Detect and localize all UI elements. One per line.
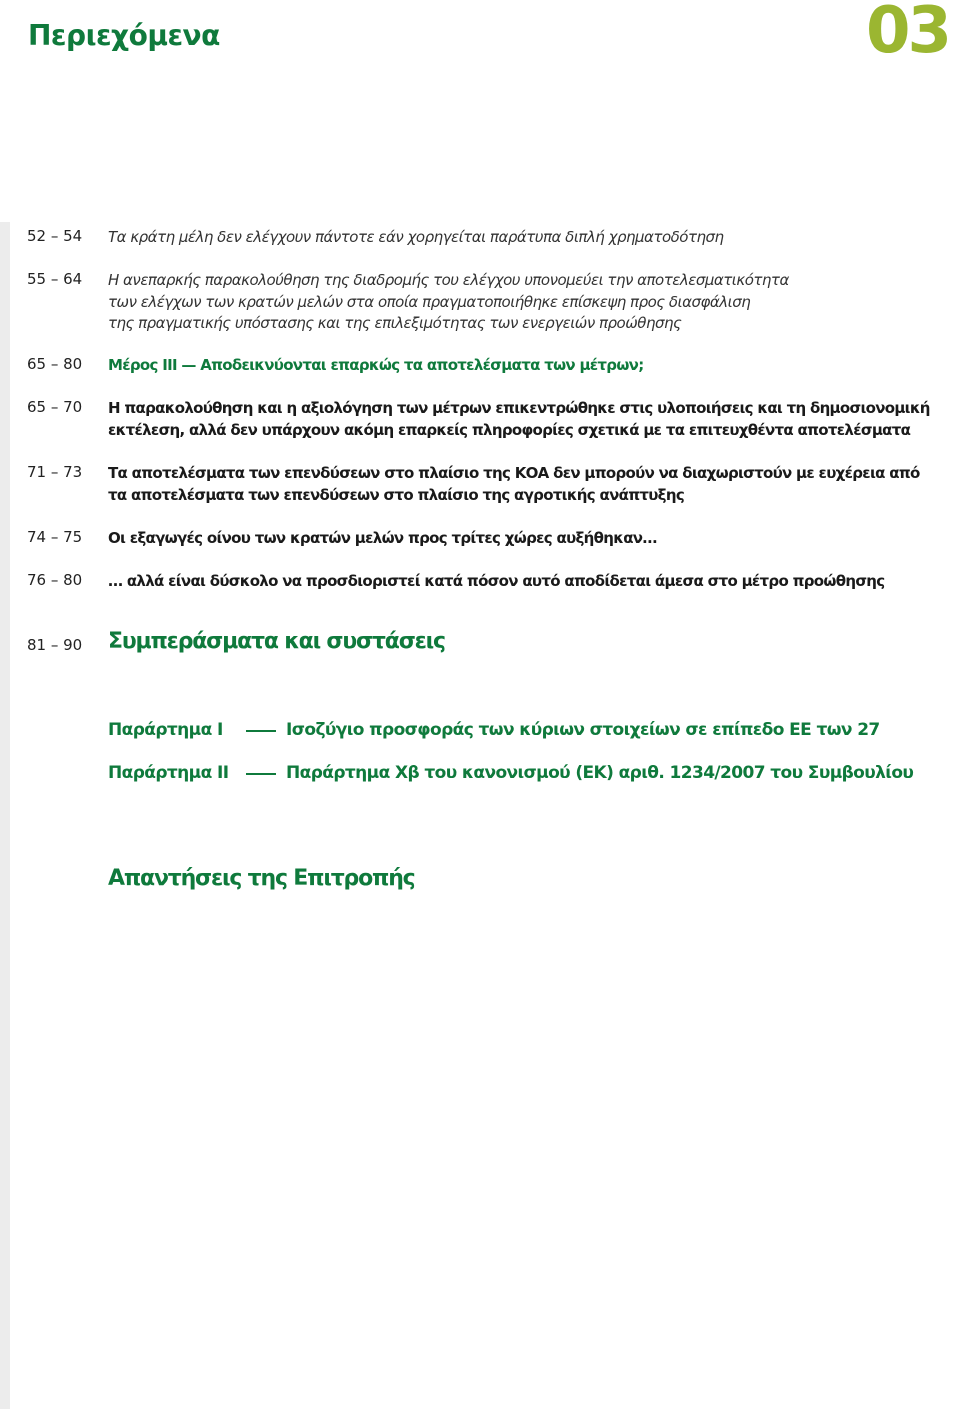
entry-line: Τα κράτη μέλη δεν ελέγχουν πάντοτε εάν χορηγείται παράτυπα διπλή χρηματοδότηση: [108, 228, 724, 246]
page-range: 76 – 80: [27, 571, 83, 589]
entry-line: Τα αποτελέσματα των επενδύσεων στο πλαίσιο της ΚΟΑ δεν μπορούν να διαχωριστούν με ευχέρεια από: [108, 464, 920, 482]
annex-label: Παράρτημα II: [108, 763, 229, 783]
page-range: 74 – 75: [27, 528, 83, 546]
page-range: 65 – 70: [27, 398, 83, 416]
entry-line: Συμπεράσματα και συστάσεις: [108, 629, 445, 654]
page-range: 65 – 80: [27, 355, 83, 373]
section-title: [108, 631, 960, 653]
entry-title: [108, 571, 960, 593]
page-number: 03: [865, 0, 949, 68]
entry-line: τα αποτελέσματα των επενδύσεων στο πλαίσιο της αγροτικής ανάπτυξης: [108, 485, 685, 504]
entry-title: [108, 227, 960, 249]
page-range: 55 – 64: [27, 270, 83, 288]
entry-line: Η παρακολούθηση και η αξιολόγηση των μέτρων επικεντρώθηκε στις υλοποιήσεις και τη δημοσιονομική: [108, 399, 930, 417]
annex-label: Παράρτημα I: [108, 720, 223, 740]
entry-title: [108, 528, 960, 550]
entry-line: εκτέλεση, αλλά δεν υπάρχουν ακόμη επαρκείς πληροφορίες σχετικά με τα επιτευχθέντα αποτελέσματα: [108, 420, 911, 439]
page-range: 52 – 54: [27, 227, 83, 245]
entry-line: … αλλά είναι δύσκολο να προσδιοριστεί κατά πόσον αυτό αποδίδεται άμεσα στο μέτρο προώθησης: [108, 572, 885, 590]
entry-title: [108, 398, 960, 441]
annex-dash: [246, 730, 276, 732]
entry-title: [108, 270, 960, 335]
commission-replies-link[interactable]: Απαντήσεις της Επιτροπής: [108, 866, 415, 891]
entry-line: της πραγματικής υπόστασης και της επιλεξιμότητας των ενεργειών προώθησης: [108, 314, 682, 332]
entry-title: [108, 463, 960, 506]
page-title: Περιεχόμενα: [28, 19, 220, 52]
part-title: [108, 355, 960, 377]
entry-line: Οι εξαγωγές οίνου των κρατών μελών προς τρίτες χώρες αυξήθηκαν…: [108, 529, 657, 547]
page-range: 71 – 73: [27, 463, 83, 481]
entry-line: Η ανεπαρκής παρακολούθηση της διαδρομής του ελέγχου υπονομεύει την αποτελεσματικότητα: [108, 271, 789, 289]
annex-dash: [246, 773, 276, 775]
entry-line: Μέρος III — Αποδεικνύονται επαρκώς τα αποτελέσματα των μέτρων;: [108, 356, 644, 374]
annex-title: Παράρτημα Χβ του κανονισμού (ΕΚ) αριθ. 1234/2007 του Συμβουλίου: [286, 763, 914, 783]
side-band: [0, 222, 10, 1409]
entry-line: των ελέγχων των κρατών μελών στα οποία πραγματοποιήθηκε επίσκεψη προς διασφάλιση: [108, 292, 751, 311]
page-range: 81 – 90: [27, 636, 83, 654]
annex-title: Ισοζύγιο προσφοράς των κύριων στοιχείων σε επίπεδο ΕΕ των 27: [286, 720, 880, 740]
